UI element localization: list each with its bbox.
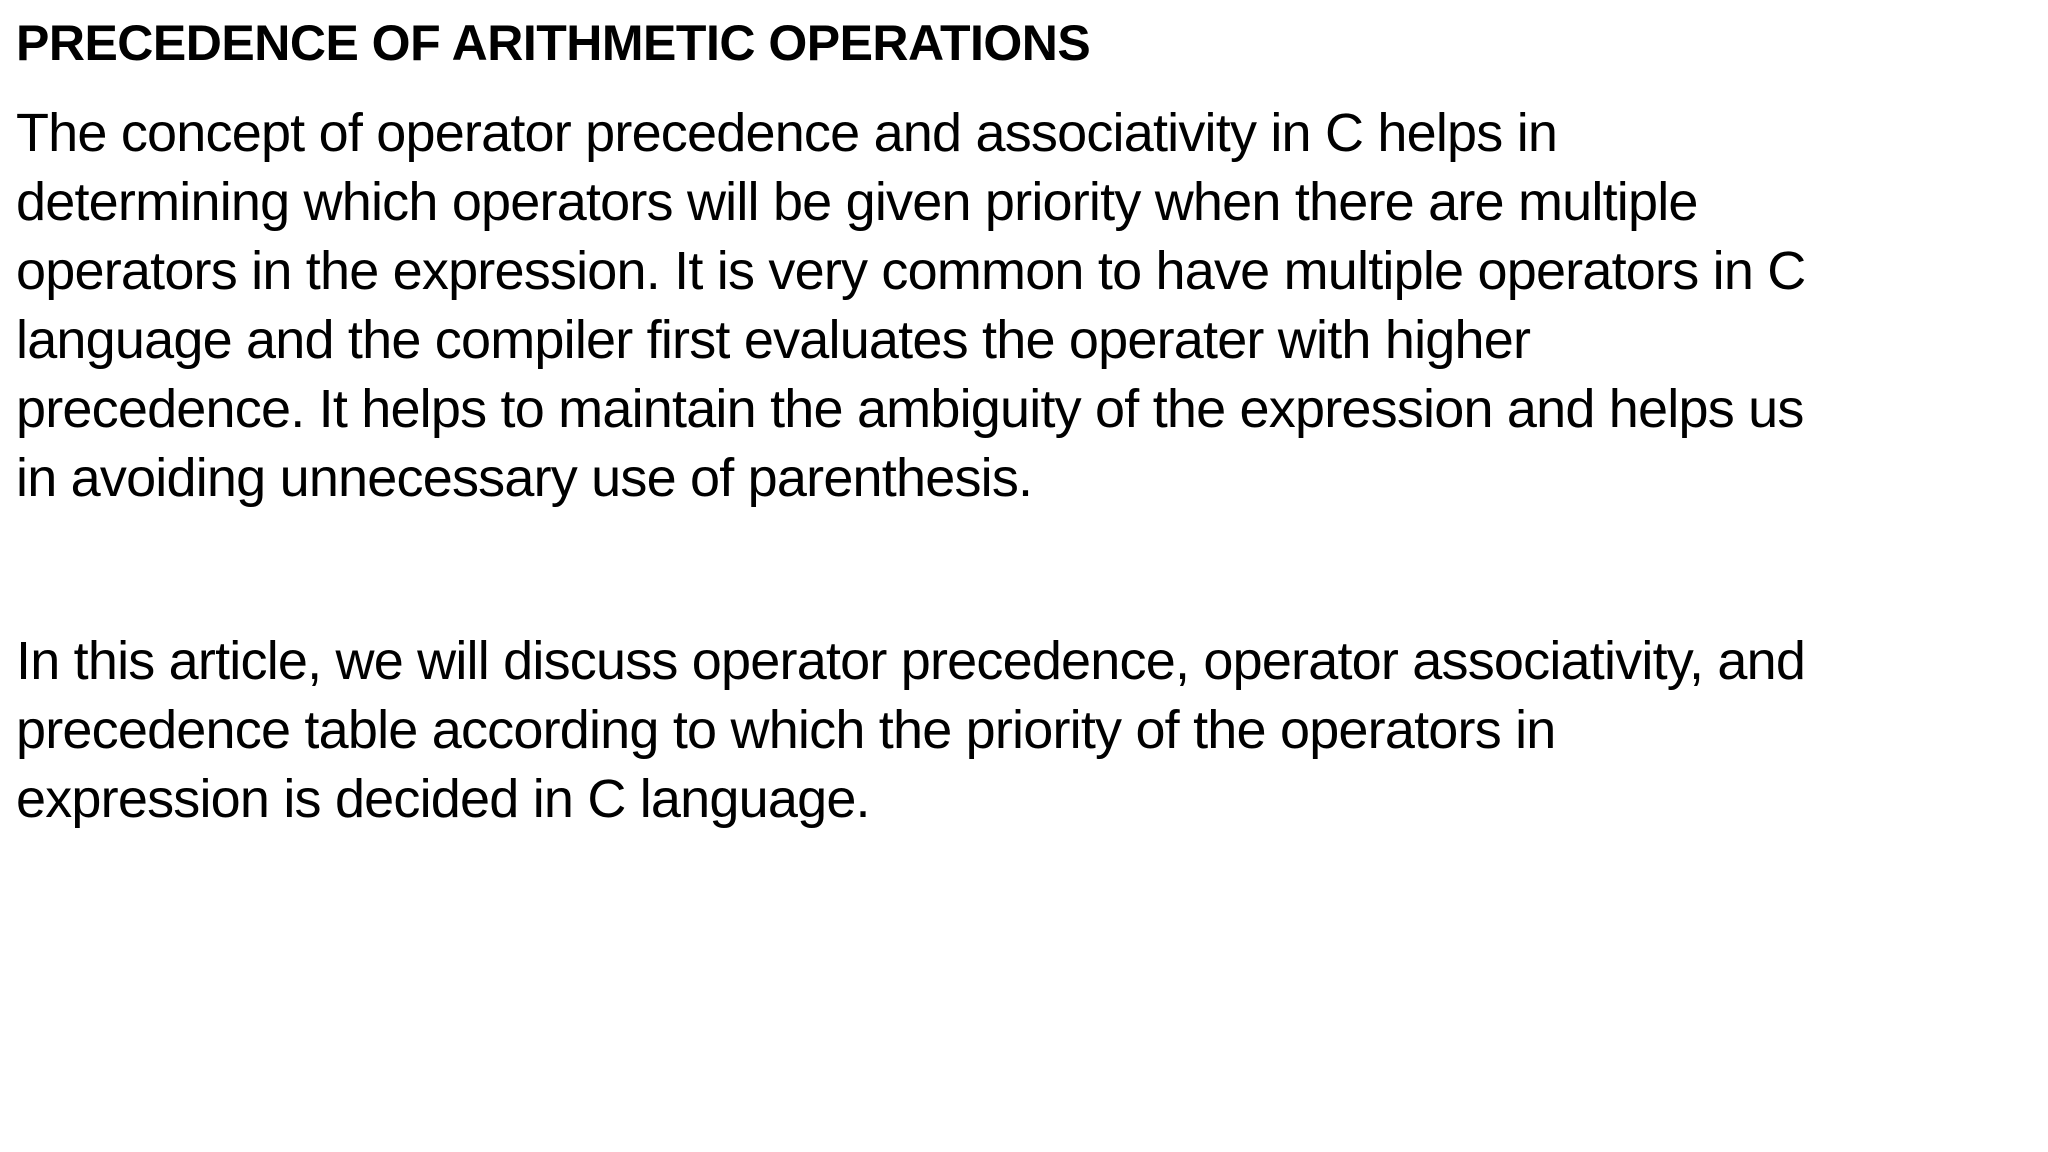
paragraph-line: In this article, we will discuss operator precedence, operator associativity, and <box>16 631 1806 691</box>
body-paragraph-precedence-concept <box>16 99 2036 513</box>
paragraph-line: determining which operators will be given priority when there are multiple <box>16 172 1698 232</box>
paragraph-line: precedence. It helps to maintain the ambiguity of the expression and helps us <box>16 379 1804 439</box>
paragraph-line: language and the compiler first evaluates the operater with higher <box>16 310 1531 370</box>
paragraph-line: precedence table according to which the priority of the operators in <box>16 700 1556 760</box>
body-paragraph-article-overview <box>16 627 2036 834</box>
slide-title: PRECEDENCE OF ARITHMETIC OPERATIONS <box>16 15 1091 71</box>
paragraph-line: The concept of operator precedence and associativity in C helps in <box>16 103 1558 163</box>
paragraph-line: in avoiding unnecessary use of parenthesis. <box>16 448 1033 508</box>
paragraph-line: expression is decided in C language. <box>16 769 870 829</box>
paragraph-line: operators in the expression. It is very common to have multiple operators in C <box>16 241 1806 301</box>
